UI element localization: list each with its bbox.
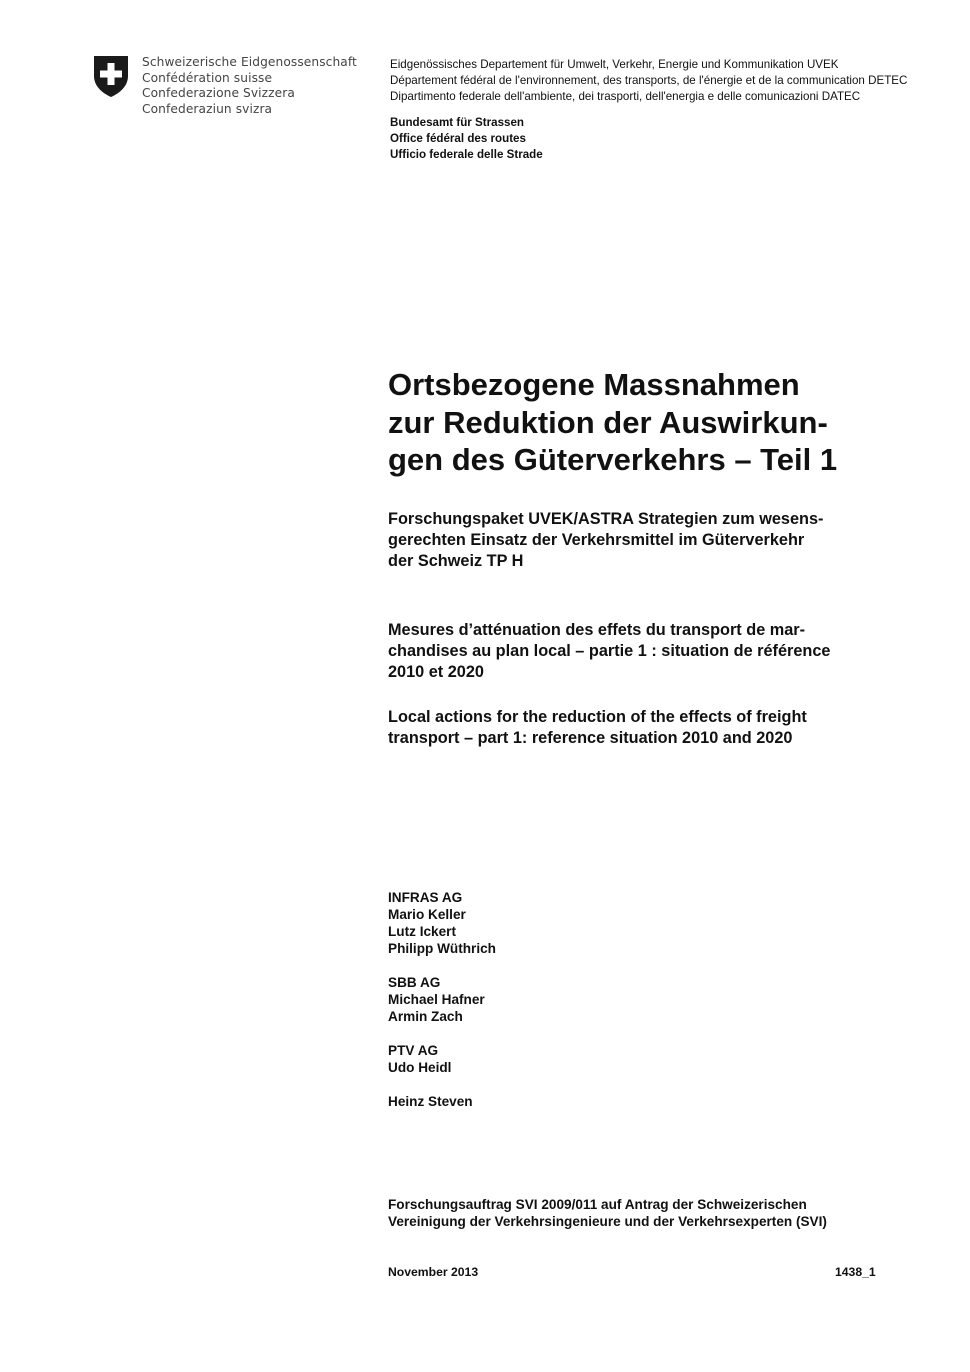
author-group-ptv xyxy=(388,1042,496,1076)
department-line-it: Dipartimento federale dell'ambiente, dei trasporti, dell'energia e delle comunicazioni DATEC xyxy=(390,90,861,103)
wordmark-line-rm: Confederaziun svizra xyxy=(142,101,273,116)
mandate-line-2: Vereinigung der Verkehrsingenieure und der Verkehrsexperten (SVI) xyxy=(388,1214,827,1229)
office-line-fr: Office fédéral des routes xyxy=(390,132,526,145)
office-line-it: Ufficio federale delle Strade xyxy=(390,148,543,161)
office-header xyxy=(390,115,543,163)
title-line-2: zur Reduktion der Auswirkun- xyxy=(388,404,828,440)
author-group-individual xyxy=(388,1093,496,1110)
department-header xyxy=(390,57,907,105)
document-title xyxy=(388,366,948,479)
wordmark-line-fr: Confédération suisse xyxy=(142,70,273,85)
document-number: 1438_1 xyxy=(835,1265,876,1279)
title-en-line-1: Local actions for the reduction of the effects of freight xyxy=(388,708,807,726)
author-name: Heinz Steven xyxy=(388,1094,473,1109)
publication-date: November 2013 xyxy=(388,1265,479,1279)
office-line-de: Bundesamt für Strassen xyxy=(390,116,525,129)
author-org: INFRAS AG xyxy=(388,890,463,905)
author-group-sbb xyxy=(388,974,496,1025)
document-subtitle xyxy=(388,509,823,571)
wordmark-line-it: Confederazione Svizzera xyxy=(142,86,295,100)
author-name: Udo Heidl xyxy=(388,1060,452,1075)
title-line-1: Ortsbezogene Massnahmen xyxy=(388,367,800,402)
subtitle-line-3: der Schweiz TP H xyxy=(388,551,524,570)
subtitle-line-2: gerechten Einsatz der Verkehrsmittel im Güterverkehr xyxy=(388,530,805,549)
department-line-de: Eidgenössisches Departement für Umwelt, Verkehr, Energie und Kommunikation UVEK xyxy=(390,58,839,71)
author-list xyxy=(388,889,496,1127)
author-name: Armin Zach xyxy=(388,1009,463,1024)
author-group-infras xyxy=(388,889,496,957)
wordmark-line-de: Schweizerische Eidgenossenschaft xyxy=(142,55,357,69)
title-french xyxy=(388,620,830,682)
title-fr-line-1: Mesures d’atténuation des effets du transport de mar- xyxy=(388,621,806,639)
confederation-wordmark xyxy=(142,55,357,117)
author-name: Mario Keller xyxy=(388,907,466,922)
title-line-3: gen des Güterverkehrs – Teil 1 xyxy=(388,442,838,477)
author-name: Michael Hafner xyxy=(388,992,485,1007)
title-en-line-2: transport – part 1: reference situation 2010 and 2020 xyxy=(388,728,793,747)
title-fr-line-2: chandises au plan local – partie 1 : situation de référence xyxy=(388,641,831,660)
department-line-fr: Département fédéral de l'environnement, des transports, de l'énergie et de la communication DETEC xyxy=(390,74,908,87)
title-fr-line-3: 2010 et 2020 xyxy=(388,662,484,681)
author-org: PTV AG xyxy=(388,1043,439,1058)
subtitle-line-1: Forschungspaket UVEK/ASTRA Strategien zum wesens- xyxy=(388,510,824,528)
research-mandate xyxy=(388,1196,827,1230)
title-english xyxy=(388,707,807,749)
author-name: Philipp Wüthrich xyxy=(388,941,496,956)
author-name: Lutz Ickert xyxy=(388,924,456,939)
swiss-cross-shield-icon xyxy=(92,54,130,103)
author-org: SBB AG xyxy=(388,975,441,990)
mandate-line-1: Forschungsauftrag SVI 2009/011 auf Antrag der Schweizerischen xyxy=(388,1197,807,1212)
